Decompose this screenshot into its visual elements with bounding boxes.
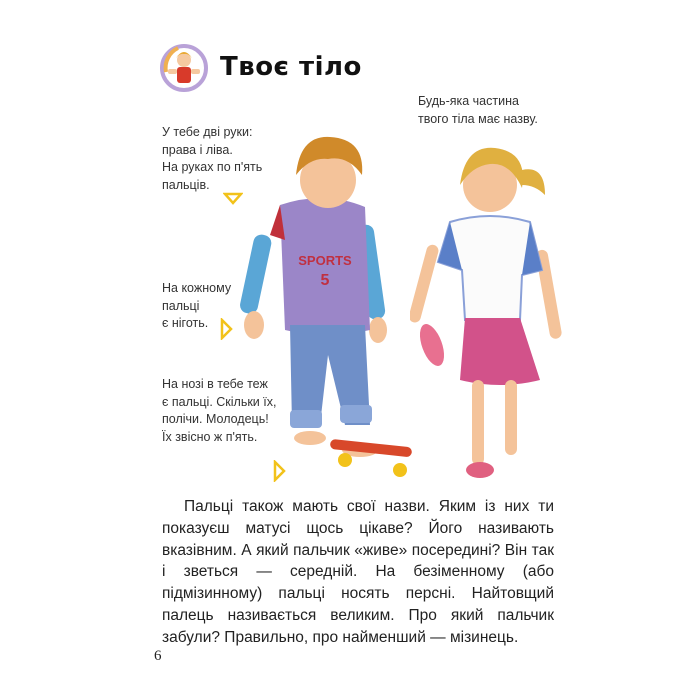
girl-illustration: [410, 140, 570, 490]
page-title: Твоє тіло: [220, 52, 362, 82]
child-avatar-icon: [158, 42, 210, 94]
page-number: 6: [154, 648, 162, 664]
caption-nails: На кожному пальці є ніготь.: [162, 281, 232, 330]
boy-illustration: [230, 125, 420, 495]
shirt-sports-text: SPORTS: [298, 253, 352, 268]
shirt-number: 5: [320, 272, 330, 289]
caption-hands: У тебе дві руки: права і ліва. На руках по п'ять пальців.: [162, 125, 263, 192]
caption-body-parts: Будь-яка частина твого тіла має назву.: [418, 94, 538, 126]
body-paragraph: Пальці також мають свої назви. Яким із них ти показуєш матусі щось цікаве? Його називають вказівним. А який пальчик «живе» посередині? Він так і зветься — середній. На безіменному (або підмізинному) пальці носять персні. Найтовщий палець називається великим. Про який пальчик забули? Правильно, про найменший — мізинець.: [162, 498, 554, 646]
caption-toes: На нозі в тебе теж є пальці. Скільки їх, полічи. Молодець! Їх звісно ж п'ять.: [162, 377, 277, 444]
